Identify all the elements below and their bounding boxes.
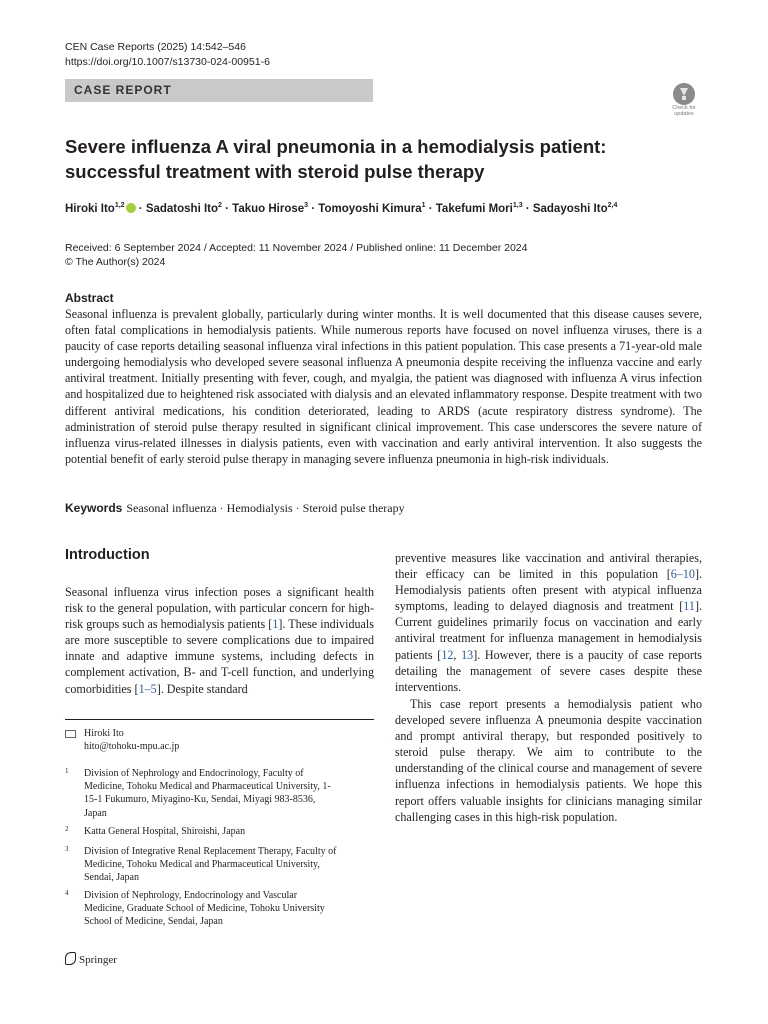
citation-link[interactable]: 6–10	[670, 567, 695, 582]
check-for-updates-button[interactable]	[664, 83, 704, 125]
abstract-heading: Abstract	[65, 291, 114, 305]
author-separator: ·	[135, 202, 146, 215]
author-affiliation-mark: 3	[304, 202, 309, 209]
author-separator: ·	[425, 202, 436, 215]
article-title	[65, 134, 685, 184]
citation-link[interactable]: 1	[272, 617, 279, 632]
author-affiliation-mark: 1	[421, 202, 426, 209]
paragraph-text: ]. However, there is a paucity of case reports detailing the management of severe cases despite these interventions.	[395, 647, 703, 694]
paragraph-text: preventive measures like vaccination and antiviral therapies, their efficacy can be limited in this population [	[395, 551, 702, 582]
author-name: Hiroki Ito	[65, 202, 115, 215]
author-separator: ·	[308, 202, 319, 215]
author-name: Sadayoshi Ito	[532, 202, 608, 215]
doi-link[interactable]: https://doi.org/10.1007/s13730-024-00951-6	[65, 56, 270, 68]
author-list	[65, 202, 725, 215]
title-line-2: successful treatment with steroid pulse therapy	[65, 161, 485, 182]
intro-right-paragraph-1	[395, 550, 702, 695]
citation-link[interactable]: 13	[461, 647, 474, 662]
article-type-banner	[65, 79, 373, 102]
publisher-name: Springer	[79, 954, 117, 966]
article-type-label: CASE REPORT	[74, 83, 172, 97]
springer-horse-icon	[65, 952, 76, 965]
dates-line: Received: 6 September 2024 / Accepted: 11 November 2024 / Published online: 11 December 2024	[65, 242, 528, 254]
journal-citation: CEN Case Reports (2025) 14:542–546	[65, 41, 246, 53]
check-updates-label: Check for updates	[672, 105, 696, 117]
paragraph-text: ]. Hemodialysis patients often present with atypical influenza symptoms, leading to delayed diagnosis and treatment [	[395, 567, 702, 614]
journal-header	[65, 40, 270, 70]
correspondence-name: Hiroki Ito	[84, 728, 124, 739]
author-separator: ·	[221, 202, 233, 215]
citation-link[interactable]: 11	[683, 599, 695, 614]
citation-link[interactable]: 12	[441, 647, 454, 662]
paragraph-text: ]. Despite standard	[156, 681, 248, 696]
paragraph-text: ,	[453, 647, 462, 662]
intro-left-paragraph	[65, 584, 374, 697]
introduction-heading: Introduction	[65, 547, 150, 563]
publication-dates	[65, 241, 528, 269]
title-line-1: Severe influenza A viral pneumonia in a hemodialysis patient:	[65, 136, 607, 157]
author-affiliation-mark: 1,2	[114, 202, 125, 209]
author-affiliation-mark: 2	[218, 202, 222, 209]
author-affiliation-mark: 2,4	[607, 202, 618, 209]
paragraph-text: ]. Current guidelines primarily focus on vaccination and early antiviral treatment for influenza management in hemodialysis patients [	[395, 599, 702, 662]
citation-link[interactable]: 1–5	[138, 681, 157, 696]
paragraph-text: Seasonal influenza virus infection poses a significant health risk to the general population, with particular concern for high-risk groups such as hemodialysis patients [	[65, 585, 374, 632]
author-name: Takefumi Mori	[435, 202, 513, 215]
abstract-body: Seasonal influenza is prevalent globally, particularly during winter months. It is well documented that this disease causes severe, often fatal complications in hemodialysis patients. While numerous reports have focused on novel influenza viruses, there is a paucity of case reports detailing seasonal influenza viral infections in this patient population. This case presents a 71-year-old male undergoing hemodialysis who developed severe seasonal influenza A pneumonia despite receiving the influenza vaccine and early antiviral treatment. Initially presenting with fever, cough, and myalgia, the patient was diagnosed with influenza A virus infection and hospitalized due to heightened risk associated with dialysis and an elevated inflammatory response. Despite treatment with two different antiviral medications, his condition deteriorated, leading to ARDS (acute respiratory distress syndrome). The administration of steroid pulse therapy resulted in significant clinical improvement. This case underscores the severe nature of influenza virus-related illnesses in dialysis patients, even with vaccination and early antiviral intervention. It also suggests the potential benefit of early steroid pulse therapy in managing severe influenza pneumonia in high-risk individuals.	[65, 307, 702, 466]
copyright-line: © The Author(s) 2024	[65, 256, 166, 268]
author-separator: ·	[522, 202, 533, 215]
keywords-label: Keywords	[65, 501, 123, 515]
author-name: Takuo Hirose	[232, 202, 305, 215]
envelope-icon	[65, 730, 76, 738]
publisher-logo	[65, 952, 117, 966]
author-name: Sadatoshi Ito	[145, 202, 219, 215]
keywords-line	[65, 501, 405, 516]
intro-right-paragraph-2: This case report presents a hemodialysis patient who developed severe influenza A pneumonia despite vaccination and prompt antiviral therapy, but responded positively to steroid pulse therapy. We aim to contribute to the understanding of the clinical course and management of severe influenza infections in hemodialysis patients. We hope this report offers valuable insights for clinicians managing similar challenging cases in this high-risk population.	[395, 697, 702, 824]
check-updates-icon	[673, 83, 695, 105]
paragraph-text: ]. These individuals are more susceptible to severe complications due to impaired innate and adaptive immune systems, including defects in complement activation, B- and T-cell function, and underlying comorbidities [	[65, 617, 374, 696]
correspondence-email[interactable]: hito@tohoku-mpu.ac.jp	[84, 741, 180, 753]
keywords-values: Seasonal influenza · Hemodialysis · Steroid pulse therapy	[126, 501, 405, 515]
footnote-divider	[65, 719, 374, 720]
orcid-icon[interactable]	[126, 203, 136, 213]
author-affiliation-mark: 1,3	[512, 202, 523, 209]
author-name: Tomoyoshi Kimura	[318, 202, 422, 215]
